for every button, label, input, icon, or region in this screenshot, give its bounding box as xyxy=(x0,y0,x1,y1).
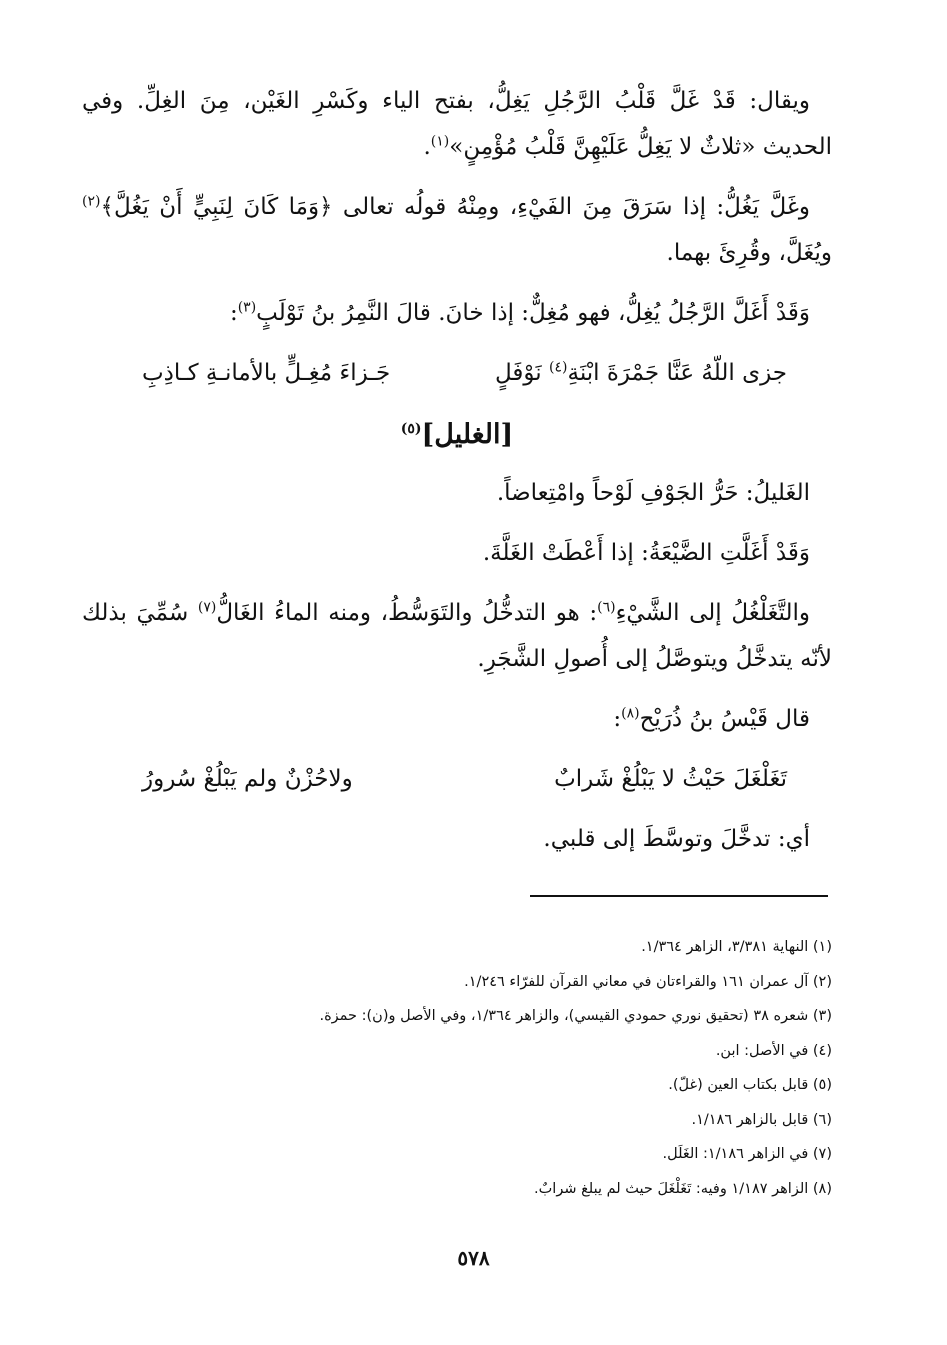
paragraph-ghall: وغَلَّ يَغُلُّ: إذا سَرَقَ مِنَ الفَيْءِ، ومِنْهُ قولُه تعالى ﴿وَمَا كَانَ لِنَبِيٍّ أَنْ يَغُلَّ﴾$^{(٢)}$ ويُغَلَّ، وقُرِئَ بهما. xyxy=(82,193,832,266)
main-text xyxy=(82,78,832,876)
footnote-ref-2[interactable]: (٢) xyxy=(82,193,101,210)
paragraph-taghalghul: والتَّغَلْغُلُ إلى الشَّيْءِ$^{(٦)}$: هو التدخُّلُ والتَوَسُّطُ، ومنه الماءُ الغَالُّ$^{(٧)}$ سُمِّيَ بذلك لأنّه يتدخَّلُ ويتوصَّلُ إلى أُصولِ الشَّجَرِ. xyxy=(82,599,832,672)
footnotes xyxy=(150,930,832,1206)
footnote-ref-1[interactable]: (١) xyxy=(430,133,450,150)
footnote-4: (٤) في الأصل: ابن. xyxy=(715,1042,832,1059)
paragraph-explanation: أي: تدخَّلَ وتوسَّطَ إلى قلبي. xyxy=(543,826,810,852)
footnote-ref-7[interactable]: (٧) xyxy=(197,599,217,616)
poetry-verse-1 xyxy=(82,350,832,396)
footnote-2: (٢) آل عمران ١٦١ والقراءتان في معاني القرآن للفرّاء ١/٢٤٦. xyxy=(464,973,832,990)
paragraph-ghalil: الغَليلُ: حَرُّ الجَوْفِ لَوْحاً وامْتِعاضاً. xyxy=(496,480,810,506)
footnote-ref-8[interactable]: (٨) xyxy=(621,705,640,722)
paragraph-aghall: وَقَدْ أَغَلَّ الرَّجُلُ يُغِلُّ، فهو مُغِلٌّ: إذا خانَ. قالَ النَّمِرُ بنُ تَوْلَبٍ$^{(٣)}$: xyxy=(229,299,810,326)
footnote-ref-4[interactable]: (٤) xyxy=(549,359,568,376)
footnote-3: (٣) شعره ٣٨ (تحقيق نوري حمودي القيسي)، والزاهر ١/٣٦٤، وفي الأصل و(ن): حمزة. xyxy=(319,1008,832,1024)
paragraph-aghallat: وَقَدْ أَغَلَّتِ الضَّيْعَةُ: إذا أَعْطَتْ الغَلَّةَ. xyxy=(482,540,810,566)
paragraph-ghill: ويقال: قَدْ غَلَّ قَلْبُ الرَّجُلِ يَغِلُّ، بفتح الياء وكَسْرِ الغَيْن، مِنَ الغِلِّ. وفي الحديث «ثلاثٌ لا يَغِلُّ عَلَيْهِنَّ قَلْبُ مُؤْمِنٍ»$^{(١)}$. xyxy=(82,88,832,160)
footnote-7: (٧) في الزاهر ١/١٨٦: الغَلَل. xyxy=(662,1146,832,1162)
verse-1-second-hemistich: جَـزاءَ مُغِـلٍّ بالأمانـةِ كـاذِبِ xyxy=(142,360,391,386)
footnote-8: (٨) الزاهر ١/١٨٧ وفيه: تَغَلْغَلَ حيث لم يبلغ شرابٌ. xyxy=(534,1180,832,1197)
footnote-ref-6[interactable]: (٦) xyxy=(597,599,616,616)
poetry-verse-2 xyxy=(82,756,832,802)
paragraph-qays: قال قَيْسُ بنُ ذُرَيْح$^{(٨)}$: xyxy=(613,705,810,732)
footnote-ref-3[interactable]: (٣) xyxy=(237,299,257,316)
verse-2-second-hemistich: ولاحُزْنٌ ولم يَبْلُغْ سُرورُ xyxy=(142,766,353,792)
footnote-ref-5[interactable]: (٥) xyxy=(400,421,422,437)
footnote-1: (١) النهاية ٣/٣٨١، الزاهر ١/٣٦٤. xyxy=(641,939,832,955)
section-heading: [الغليل]$^{(٥)}$ xyxy=(400,419,514,450)
page-number: ٥٧٨ xyxy=(457,1246,490,1270)
footnote-6: (٦) قابل بالزاهر ١/١٨٦. xyxy=(691,1111,832,1128)
verse-1-first-hemistich: جزى اللّهُ عَنَّا جَمْرَةَ ابْنَةِ$^{(٤)}$ نَوْفَلٍ xyxy=(495,359,787,386)
verse-2-first-hemistich: تَغَلْغَلَ حَيْثُ لا يَبْلُغْ شَرابٌ xyxy=(554,766,787,792)
footnote-divider xyxy=(530,895,828,897)
footnote-5: (٥) قابل بكتاب العين (غلّ). xyxy=(668,1077,832,1093)
